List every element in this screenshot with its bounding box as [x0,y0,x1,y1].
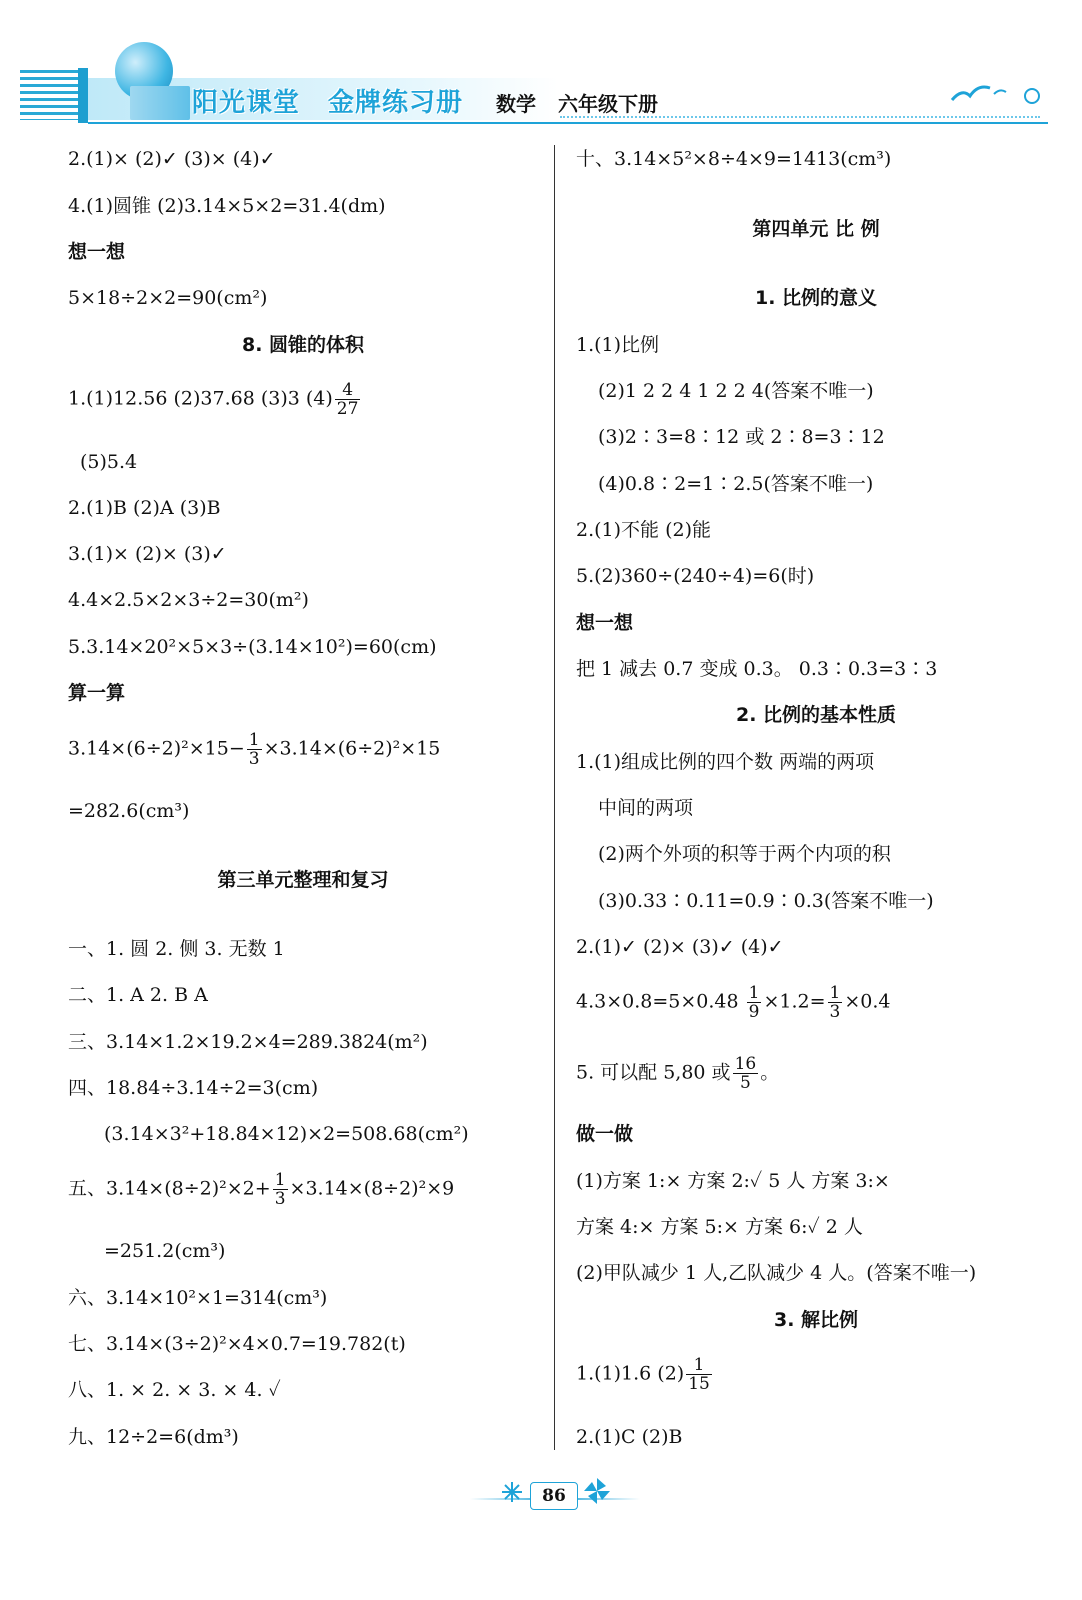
answer-line [68,731,440,768]
section-title: 8. 圆锥的体积 [241,334,365,356]
books-icon [130,86,190,120]
answer-line: 六、3.14×10²×1=314(cm³) [68,1287,328,1309]
answer-line: 方案 4:× 方案 5:× 方案 6:✓ 2 人 [576,1216,863,1238]
answer-line: (3.14×3²+18.84×12)×2=508.68(cm²) [104,1123,469,1145]
answer-line: =282.6(cm³) [68,800,190,822]
answer-line: (1)方案 1:× 方案 2:✓ 5 人 方案 3:× [576,1170,890,1192]
answer-line: (2)甲队减少 1 人,乙队减少 4 人。(答案不唯一) [576,1262,977,1284]
fraction [273,1171,288,1208]
answer-line: 九、12÷2=6(dm³) [68,1426,239,1448]
fraction [733,1055,759,1092]
fraction-denominator: 5 [739,1073,751,1093]
fraction [335,381,361,418]
answer-line: 5.3.14×20²×5×3÷(3.14×10²)=60(cm) [68,636,437,658]
subject-label: 数学 [496,92,536,116]
answer-line: 一、1. 圆 2. 侧 3. 无数 1 [68,938,285,960]
header-dotted-line [560,116,1040,118]
answer-text: 1.(1)1.6 (2) [576,1362,685,1385]
answer-text: 3.14×(6÷2)²×15− [68,737,245,760]
answer-line: 3.(1)× (2)× (3)✓ [68,543,227,565]
answer-text: ×3.14×(8÷2)²×9 [289,1177,455,1200]
answer-line: 5.(2)360÷(240÷4)=6(时) [576,565,815,587]
column-divider [554,145,555,1450]
answer-line: 2.(1)不能 (2)能 [576,519,711,541]
answer-line: 三、3.14×1.2×19.2×4=289.3824(m²) [68,1031,428,1053]
fraction-numerator: 1 [748,983,760,1003]
answer-text: 1.(1)12.56 (2)37.68 (3)3 (4) [68,387,333,410]
page-header [20,38,1060,130]
answer-line: =251.2(cm³) [104,1240,226,1262]
header-end-circle [1024,88,1040,104]
answer-line: 1.(1)比例 [576,334,660,356]
header-stripes [20,70,78,120]
fraction-denominator: 27 [336,399,359,419]
section-title: 2. 比例的基本性质 [735,704,897,726]
fraction-numerator: 16 [734,1054,757,1074]
answer-line: 把 1 减去 0.7 变成 0.3。 0.3∶0.3=3∶3 [576,658,938,680]
fraction-denominator: 3 [248,749,260,769]
header-rule [88,122,1048,124]
section-title: 1. 比例的意义 [754,287,878,309]
answer-line: 中间的两项 [598,797,694,819]
section-title: 第三单元整理和复习 [217,869,389,891]
answer-line [576,1055,779,1092]
answer-line: (2)1 2 2 4 1 2 2 4(答案不唯一) [598,380,874,402]
fraction-denominator: 15 [688,1374,710,1394]
answer-line: 八、1. × 2. × 3. × 4. ✓ [68,1379,281,1401]
answer-line: 四、18.84÷3.14÷2=3(cm) [68,1077,319,1099]
fraction-numerator: 1 [829,983,841,1003]
fraction-denominator: 3 [829,1002,841,1022]
answer-text: 五、3.14×(8÷2)²×2+ [68,1177,271,1200]
answer-line: 二、1. A 2. B A [68,984,208,1006]
answer-line [68,381,362,418]
answer-line [576,984,890,1021]
unit-title: 第四单元 比 例 [752,218,880,240]
fraction [747,984,762,1021]
answer-line: 4.(1)圆锥 (2)3.14×5×2=31.4(dm) [68,195,386,217]
section-label: 做一做 [576,1123,634,1145]
answer-line: (3)0.33∶0.11=0.9∶0.3(答案不唯一) [598,890,934,912]
brand-series: 金牌练习册 [328,88,464,118]
answer-line: 2.(1)B (2)A (3)B [68,497,221,519]
answer-line: (2)两个外项的积等于两个内项的积 [598,843,891,865]
answer-text: ×3.14×(6÷2)²×15 [263,737,441,760]
answer-text: 4.3×0.8=5×0.48 [576,990,745,1013]
answer-text: ×0.4 [844,990,891,1013]
pinwheel-icon [582,1476,612,1506]
book-subject [496,88,680,117]
section-label: 算一算 [68,682,126,704]
answer-line: (4)0.8∶2=1∶2.5(答案不唯一) [598,473,874,495]
answer-line: 2.(1)✓ (2)× (3)✓ (4)✓ [576,936,784,958]
fraction [828,984,843,1021]
fraction-numerator: 4 [335,381,361,400]
star-icon [500,1480,526,1504]
fraction-denominator: 9 [748,1002,760,1022]
section-label: 想一想 [576,612,634,634]
answer-line: (5)5.4 [80,451,138,473]
page-number: 86 [530,1482,578,1510]
answer-line: 2.(1)C (2)B [576,1426,683,1448]
answer-line: 十、3.14×5²×8÷4×9=1413(cm³) [576,148,892,170]
fraction [686,1356,712,1393]
answer-line: (3)2∶3=8∶12 或 2∶8=3∶12 [598,426,885,448]
grade-label: 六年级下册 [558,92,658,116]
fraction-denominator: 3 [274,1189,286,1209]
answer-line [576,1356,714,1393]
brand-name: 阳光课堂 [192,88,301,118]
answer-text: 。 [760,1061,780,1084]
answer-line: 5×18÷2×2=90(cm²) [68,287,268,309]
section-label: 想一想 [68,241,126,263]
birds-icon [950,78,1020,108]
brand-title [192,82,491,119]
fraction-numerator: 1 [686,1356,712,1375]
answer-text: ×1.2= [763,990,826,1013]
fraction-numerator: 1 [248,730,260,750]
section-title: 3. 解比例 [773,1309,859,1331]
page-footer [470,1476,640,1516]
fraction [247,731,262,768]
answer-line [68,1171,454,1208]
answer-line: 七、3.14×(3÷2)²×4×0.7=19.782(t) [68,1333,406,1355]
answer-line: 1.(1)组成比例的四个数 两端的两项 [576,751,875,773]
answer-text: 5. 可以配 5,80 或 [576,1061,731,1084]
header-bar [78,68,88,123]
answer-line: 4.4×2.5×2×3÷2=30(m²) [68,589,309,611]
fraction-numerator: 1 [274,1170,286,1190]
answer-line: 2.(1)× (2)✓ (3)× (4)✓ [68,148,276,170]
